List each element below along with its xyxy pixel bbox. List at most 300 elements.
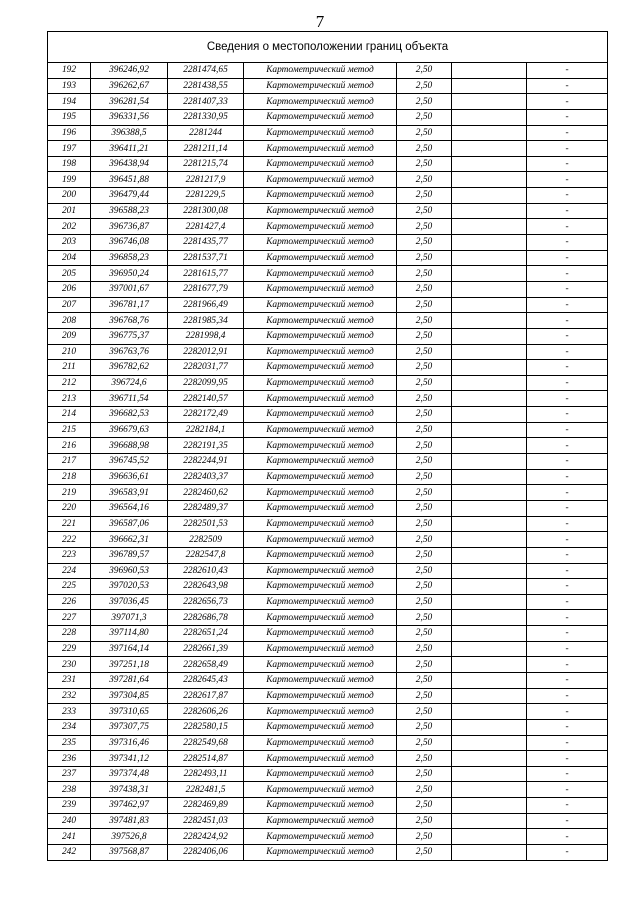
extra-cell bbox=[452, 360, 527, 376]
coordinate-y-cell: 2281330,95 bbox=[168, 109, 244, 125]
description-cell: - bbox=[527, 94, 608, 110]
coordinate-x-cell: 397526,8 bbox=[91, 829, 168, 845]
extra-cell bbox=[452, 109, 527, 125]
description-cell: - bbox=[527, 500, 608, 516]
table-row bbox=[48, 219, 608, 235]
determination-method-cell: Картометрический метод bbox=[244, 94, 397, 110]
accuracy-cell: 2,50 bbox=[397, 547, 452, 563]
coordinate-x-cell: 397568,87 bbox=[91, 845, 168, 861]
table-title: Сведения о местоположении границ объекта bbox=[48, 32, 608, 63]
point-number-cell: 215 bbox=[48, 422, 91, 438]
coordinate-y-cell: 2281407,33 bbox=[168, 94, 244, 110]
coordinate-x-cell: 396768,76 bbox=[91, 313, 168, 329]
coordinate-x-cell: 396781,17 bbox=[91, 297, 168, 313]
description-cell: - bbox=[527, 63, 608, 79]
coordinate-y-cell: 2282191,35 bbox=[168, 438, 244, 454]
point-number-cell: 213 bbox=[48, 391, 91, 407]
point-number-cell: 224 bbox=[48, 563, 91, 579]
table-row bbox=[48, 657, 608, 673]
extra-cell bbox=[452, 610, 527, 626]
description-cell: - bbox=[527, 156, 608, 172]
point-number-cell: 216 bbox=[48, 438, 91, 454]
determination-method-cell: Картометрический метод bbox=[244, 375, 397, 391]
determination-method-cell: Картометрический метод bbox=[244, 78, 397, 94]
extra-cell bbox=[452, 500, 527, 516]
extra-cell bbox=[452, 313, 527, 329]
table-row bbox=[48, 438, 608, 454]
coordinate-y-cell: 2282549,68 bbox=[168, 735, 244, 751]
table-row bbox=[48, 454, 608, 470]
accuracy-cell: 2,50 bbox=[397, 704, 452, 720]
extra-cell bbox=[452, 563, 527, 579]
accuracy-cell: 2,50 bbox=[397, 469, 452, 485]
coordinate-x-cell: 396451,88 bbox=[91, 172, 168, 188]
extra-cell bbox=[452, 407, 527, 423]
accuracy-cell: 2,50 bbox=[397, 250, 452, 266]
coordinate-x-cell: 397164,14 bbox=[91, 641, 168, 657]
point-number-cell: 225 bbox=[48, 579, 91, 595]
accuracy-cell: 2,50 bbox=[397, 829, 452, 845]
description-cell: - bbox=[527, 407, 608, 423]
point-number-cell: 197 bbox=[48, 141, 91, 157]
determination-method-cell: Картометрический метод bbox=[244, 547, 397, 563]
table-row bbox=[48, 63, 608, 79]
table-row bbox=[48, 266, 608, 282]
table-row bbox=[48, 250, 608, 266]
extra-cell bbox=[452, 547, 527, 563]
accuracy-cell: 2,50 bbox=[397, 845, 452, 861]
accuracy-cell: 2,50 bbox=[397, 766, 452, 782]
point-number-cell: 203 bbox=[48, 235, 91, 251]
description-cell: - bbox=[527, 454, 608, 470]
accuracy-cell: 2,50 bbox=[397, 94, 452, 110]
determination-method-cell: Картометрический метод bbox=[244, 672, 397, 688]
coordinate-x-cell: 396281,54 bbox=[91, 94, 168, 110]
determination-method-cell: Картометрический метод bbox=[244, 360, 397, 376]
coordinate-x-cell: 397316,46 bbox=[91, 735, 168, 751]
coordinate-y-cell: 2282656,73 bbox=[168, 594, 244, 610]
coordinate-y-cell: 2282140,57 bbox=[168, 391, 244, 407]
coordinate-y-cell: 2282661,39 bbox=[168, 641, 244, 657]
coordinate-x-cell: 396587,06 bbox=[91, 516, 168, 532]
table-row bbox=[48, 344, 608, 360]
coordinate-x-cell: 397374,48 bbox=[91, 766, 168, 782]
coordinate-y-cell: 2281615,77 bbox=[168, 266, 244, 282]
extra-cell bbox=[452, 532, 527, 548]
point-number-cell: 209 bbox=[48, 328, 91, 344]
coordinate-x-cell: 397114,80 bbox=[91, 626, 168, 642]
coordinate-x-cell: 397020,53 bbox=[91, 579, 168, 595]
table-row bbox=[48, 109, 608, 125]
table-row bbox=[48, 485, 608, 501]
coordinate-y-cell: 2281998,4 bbox=[168, 328, 244, 344]
coordinate-x-cell: 397001,67 bbox=[91, 281, 168, 297]
description-cell: - bbox=[527, 203, 608, 219]
extra-cell bbox=[452, 485, 527, 501]
point-number-cell: 231 bbox=[48, 672, 91, 688]
coordinate-x-cell: 396688,98 bbox=[91, 438, 168, 454]
point-number-cell: 219 bbox=[48, 485, 91, 501]
point-number-cell: 218 bbox=[48, 469, 91, 485]
description-cell: - bbox=[527, 547, 608, 563]
coordinate-y-cell: 2281985,34 bbox=[168, 313, 244, 329]
table-row bbox=[48, 203, 608, 219]
coordinate-y-cell: 2281438,55 bbox=[168, 78, 244, 94]
accuracy-cell: 2,50 bbox=[397, 281, 452, 297]
determination-method-cell: Картометрический метод bbox=[244, 516, 397, 532]
table-row bbox=[48, 391, 608, 407]
coordinate-y-cell: 2282580,15 bbox=[168, 719, 244, 735]
coordinate-y-cell: 2281300,08 bbox=[168, 203, 244, 219]
determination-method-cell: Картометрический метод bbox=[244, 657, 397, 673]
description-cell: - bbox=[527, 250, 608, 266]
determination-method-cell: Картометрический метод bbox=[244, 281, 397, 297]
coordinate-y-cell: 2282606,26 bbox=[168, 704, 244, 720]
description-cell: - bbox=[527, 610, 608, 626]
table-row bbox=[48, 516, 608, 532]
point-number-cell: 192 bbox=[48, 63, 91, 79]
coordinate-x-cell: 396636,61 bbox=[91, 469, 168, 485]
accuracy-cell: 2,50 bbox=[397, 626, 452, 642]
point-number-cell: 235 bbox=[48, 735, 91, 751]
extra-cell bbox=[452, 266, 527, 282]
point-number-cell: 234 bbox=[48, 719, 91, 735]
coordinate-x-cell: 396960,53 bbox=[91, 563, 168, 579]
accuracy-cell: 2,50 bbox=[397, 125, 452, 141]
point-number-cell: 232 bbox=[48, 688, 91, 704]
extra-cell bbox=[452, 203, 527, 219]
accuracy-cell: 2,50 bbox=[397, 657, 452, 673]
table-row bbox=[48, 563, 608, 579]
determination-method-cell: Картометрический метод bbox=[244, 422, 397, 438]
description-cell: - bbox=[527, 672, 608, 688]
coordinate-y-cell: 2281966,49 bbox=[168, 297, 244, 313]
table-row bbox=[48, 281, 608, 297]
boundary-coordinates-table bbox=[47, 31, 608, 861]
extra-cell bbox=[452, 798, 527, 814]
determination-method-cell: Картометрический метод bbox=[244, 407, 397, 423]
extra-cell bbox=[452, 594, 527, 610]
coordinate-y-cell: 2282645,43 bbox=[168, 672, 244, 688]
coordinate-x-cell: 396564,16 bbox=[91, 500, 168, 516]
table-row bbox=[48, 813, 608, 829]
description-cell: - bbox=[527, 141, 608, 157]
page-number: 7 bbox=[315, 12, 325, 31]
accuracy-cell: 2,50 bbox=[397, 375, 452, 391]
determination-method-cell: Картометрический метод bbox=[244, 328, 397, 344]
point-number-cell: 200 bbox=[48, 188, 91, 204]
description-cell: - bbox=[527, 626, 608, 642]
description-cell: - bbox=[527, 813, 608, 829]
determination-method-cell: Картометрический метод bbox=[244, 250, 397, 266]
determination-method-cell: Картометрический метод bbox=[244, 594, 397, 610]
determination-method-cell: Картометрический метод bbox=[244, 563, 397, 579]
coordinate-x-cell: 396662,31 bbox=[91, 532, 168, 548]
coordinate-y-cell: 2282686,78 bbox=[168, 610, 244, 626]
point-number-cell: 237 bbox=[48, 766, 91, 782]
coordinate-y-cell: 2282658,49 bbox=[168, 657, 244, 673]
accuracy-cell: 2,50 bbox=[397, 438, 452, 454]
table-row bbox=[48, 626, 608, 642]
table-row bbox=[48, 719, 608, 735]
table-row bbox=[48, 156, 608, 172]
point-number-cell: 220 bbox=[48, 500, 91, 516]
extra-cell bbox=[452, 391, 527, 407]
accuracy-cell: 2,50 bbox=[397, 63, 452, 79]
table-row bbox=[48, 782, 608, 798]
coordinate-y-cell: 2282509 bbox=[168, 532, 244, 548]
coordinate-y-cell: 2282031,77 bbox=[168, 360, 244, 376]
coordinate-y-cell: 2282244,91 bbox=[168, 454, 244, 470]
accuracy-cell: 2,50 bbox=[397, 454, 452, 470]
coordinate-x-cell: 396679,63 bbox=[91, 422, 168, 438]
table-row bbox=[48, 407, 608, 423]
point-number-cell: 199 bbox=[48, 172, 91, 188]
extra-cell bbox=[452, 454, 527, 470]
determination-method-cell: Картометрический метод bbox=[244, 500, 397, 516]
determination-method-cell: Картометрический метод bbox=[244, 391, 397, 407]
determination-method-cell: Картометрический метод bbox=[244, 688, 397, 704]
description-cell: - bbox=[527, 375, 608, 391]
coordinate-y-cell: 2282651,24 bbox=[168, 626, 244, 642]
accuracy-cell: 2,50 bbox=[397, 313, 452, 329]
table-row bbox=[48, 845, 608, 861]
point-number-cell: 222 bbox=[48, 532, 91, 548]
coordinate-x-cell: 397281,64 bbox=[91, 672, 168, 688]
table-row bbox=[48, 735, 608, 751]
extra-cell bbox=[452, 219, 527, 235]
point-number-cell: 226 bbox=[48, 594, 91, 610]
extra-cell bbox=[452, 782, 527, 798]
accuracy-cell: 2,50 bbox=[397, 297, 452, 313]
coordinate-x-cell: 396583,91 bbox=[91, 485, 168, 501]
point-number-cell: 223 bbox=[48, 547, 91, 563]
coordinate-x-cell: 397438,31 bbox=[91, 782, 168, 798]
coordinate-x-cell: 396782,62 bbox=[91, 360, 168, 376]
accuracy-cell: 2,50 bbox=[397, 391, 452, 407]
boundary-table-wrapper bbox=[47, 31, 607, 861]
coordinate-y-cell: 2281435,77 bbox=[168, 235, 244, 251]
accuracy-cell: 2,50 bbox=[397, 782, 452, 798]
table-row bbox=[48, 188, 608, 204]
description-cell: - bbox=[527, 641, 608, 657]
point-number-cell: 240 bbox=[48, 813, 91, 829]
point-number-cell: 196 bbox=[48, 125, 91, 141]
extra-cell bbox=[452, 188, 527, 204]
coordinate-y-cell: 2282493,11 bbox=[168, 766, 244, 782]
extra-cell bbox=[452, 579, 527, 595]
point-number-cell: 198 bbox=[48, 156, 91, 172]
coordinate-y-cell: 2281229,5 bbox=[168, 188, 244, 204]
table-row bbox=[48, 172, 608, 188]
determination-method-cell: Картометрический метод bbox=[244, 125, 397, 141]
description-cell: - bbox=[527, 78, 608, 94]
point-number-cell: 233 bbox=[48, 704, 91, 720]
determination-method-cell: Картометрический метод bbox=[244, 798, 397, 814]
determination-method-cell: Картометрический метод bbox=[244, 109, 397, 125]
coordinate-x-cell: 396789,57 bbox=[91, 547, 168, 563]
accuracy-cell: 2,50 bbox=[397, 235, 452, 251]
table-row bbox=[48, 375, 608, 391]
description-cell: - bbox=[527, 281, 608, 297]
table-row bbox=[48, 798, 608, 814]
coordinate-x-cell: 396438,94 bbox=[91, 156, 168, 172]
description-cell: - bbox=[527, 563, 608, 579]
determination-method-cell: Картометрический метод bbox=[244, 469, 397, 485]
coordinate-y-cell: 2281217,9 bbox=[168, 172, 244, 188]
determination-method-cell: Картометрический метод bbox=[244, 766, 397, 782]
table-row bbox=[48, 610, 608, 626]
coordinate-y-cell: 2282424,92 bbox=[168, 829, 244, 845]
point-number-cell: 202 bbox=[48, 219, 91, 235]
accuracy-cell: 2,50 bbox=[397, 641, 452, 657]
accuracy-cell: 2,50 bbox=[397, 610, 452, 626]
coordinate-y-cell: 2282610,43 bbox=[168, 563, 244, 579]
extra-cell bbox=[452, 156, 527, 172]
point-number-cell: 195 bbox=[48, 109, 91, 125]
description-cell: - bbox=[527, 469, 608, 485]
coordinate-x-cell: 397310,65 bbox=[91, 704, 168, 720]
accuracy-cell: 2,50 bbox=[397, 563, 452, 579]
coordinate-y-cell: 2281474,65 bbox=[168, 63, 244, 79]
extra-cell bbox=[452, 281, 527, 297]
coordinate-x-cell: 396711,54 bbox=[91, 391, 168, 407]
accuracy-cell: 2,50 bbox=[397, 172, 452, 188]
extra-cell bbox=[452, 94, 527, 110]
determination-method-cell: Картометрический метод bbox=[244, 156, 397, 172]
coordinate-x-cell: 396331,56 bbox=[91, 109, 168, 125]
point-number-cell: 210 bbox=[48, 344, 91, 360]
accuracy-cell: 2,50 bbox=[397, 719, 452, 735]
extra-cell bbox=[452, 751, 527, 767]
table-row bbox=[48, 766, 608, 782]
extra-cell bbox=[452, 235, 527, 251]
point-number-cell: 241 bbox=[48, 829, 91, 845]
determination-method-cell: Картометрический метод bbox=[244, 172, 397, 188]
accuracy-cell: 2,50 bbox=[397, 500, 452, 516]
accuracy-cell: 2,50 bbox=[397, 266, 452, 282]
extra-cell bbox=[452, 845, 527, 861]
extra-cell bbox=[452, 297, 527, 313]
accuracy-cell: 2,50 bbox=[397, 485, 452, 501]
accuracy-cell: 2,50 bbox=[397, 156, 452, 172]
coordinate-y-cell: 2281215,74 bbox=[168, 156, 244, 172]
extra-cell bbox=[452, 735, 527, 751]
extra-cell bbox=[452, 125, 527, 141]
point-number-cell: 229 bbox=[48, 641, 91, 657]
accuracy-cell: 2,50 bbox=[397, 516, 452, 532]
description-cell: - bbox=[527, 845, 608, 861]
table-row bbox=[48, 328, 608, 344]
coordinate-y-cell: 2282184,1 bbox=[168, 422, 244, 438]
description-cell: - bbox=[527, 391, 608, 407]
coordinate-x-cell: 396745,52 bbox=[91, 454, 168, 470]
determination-method-cell: Картометрический метод bbox=[244, 454, 397, 470]
description-cell: - bbox=[527, 735, 608, 751]
description-cell: - bbox=[527, 485, 608, 501]
point-number-cell: 242 bbox=[48, 845, 91, 861]
extra-cell bbox=[452, 657, 527, 673]
accuracy-cell: 2,50 bbox=[397, 360, 452, 376]
point-number-cell: 201 bbox=[48, 203, 91, 219]
description-cell: - bbox=[527, 688, 608, 704]
coordinate-x-cell: 396775,37 bbox=[91, 328, 168, 344]
accuracy-cell: 2,50 bbox=[397, 688, 452, 704]
description-cell: - bbox=[527, 219, 608, 235]
table-row bbox=[48, 751, 608, 767]
coordinate-x-cell: 396950,24 bbox=[91, 266, 168, 282]
accuracy-cell: 2,50 bbox=[397, 188, 452, 204]
extra-cell bbox=[452, 438, 527, 454]
table-row bbox=[48, 500, 608, 516]
table-body bbox=[48, 63, 608, 861]
coordinate-y-cell: 2282617,87 bbox=[168, 688, 244, 704]
table-row bbox=[48, 360, 608, 376]
point-number-cell: 207 bbox=[48, 297, 91, 313]
accuracy-cell: 2,50 bbox=[397, 532, 452, 548]
extra-cell bbox=[452, 172, 527, 188]
determination-method-cell: Картометрический метод bbox=[244, 610, 397, 626]
table-row bbox=[48, 125, 608, 141]
extra-cell bbox=[452, 829, 527, 845]
table-row bbox=[48, 641, 608, 657]
accuracy-cell: 2,50 bbox=[397, 798, 452, 814]
description-cell: - bbox=[527, 438, 608, 454]
determination-method-cell: Картометрический метод bbox=[244, 845, 397, 861]
extra-cell bbox=[452, 141, 527, 157]
accuracy-cell: 2,50 bbox=[397, 422, 452, 438]
coordinate-y-cell: 2282172,49 bbox=[168, 407, 244, 423]
description-cell: - bbox=[527, 172, 608, 188]
coordinate-y-cell: 2282469,89 bbox=[168, 798, 244, 814]
determination-method-cell: Картометрический метод bbox=[244, 641, 397, 657]
point-number-cell: 194 bbox=[48, 94, 91, 110]
accuracy-cell: 2,50 bbox=[397, 813, 452, 829]
point-number-cell: 236 bbox=[48, 751, 91, 767]
accuracy-cell: 2,50 bbox=[397, 672, 452, 688]
accuracy-cell: 2,50 bbox=[397, 203, 452, 219]
extra-cell bbox=[452, 813, 527, 829]
determination-method-cell: Картометрический метод bbox=[244, 782, 397, 798]
description-cell: - bbox=[527, 532, 608, 548]
point-number-cell: 238 bbox=[48, 782, 91, 798]
table-row bbox=[48, 547, 608, 563]
determination-method-cell: Картометрический метод bbox=[244, 188, 397, 204]
determination-method-cell: Картометрический метод bbox=[244, 235, 397, 251]
coordinate-y-cell: 2281537,71 bbox=[168, 250, 244, 266]
extra-cell bbox=[452, 516, 527, 532]
description-cell: - bbox=[527, 422, 608, 438]
coordinate-x-cell: 397481,83 bbox=[91, 813, 168, 829]
coordinate-x-cell: 396858,23 bbox=[91, 250, 168, 266]
determination-method-cell: Картометрический метод bbox=[244, 532, 397, 548]
extra-cell bbox=[452, 719, 527, 735]
accuracy-cell: 2,50 bbox=[397, 78, 452, 94]
coordinate-y-cell: 2282501,53 bbox=[168, 516, 244, 532]
coordinate-x-cell: 397036,45 bbox=[91, 594, 168, 610]
coordinate-x-cell: 396763,76 bbox=[91, 344, 168, 360]
extra-cell bbox=[452, 704, 527, 720]
coordinate-y-cell: 2282460,62 bbox=[168, 485, 244, 501]
description-cell: - bbox=[527, 344, 608, 360]
coordinate-y-cell: 2282406,06 bbox=[168, 845, 244, 861]
coordinate-y-cell: 2282099,95 bbox=[168, 375, 244, 391]
accuracy-cell: 2,50 bbox=[397, 141, 452, 157]
determination-method-cell: Картометрический метод bbox=[244, 438, 397, 454]
point-number-cell: 230 bbox=[48, 657, 91, 673]
description-cell: - bbox=[527, 719, 608, 735]
table-row bbox=[48, 469, 608, 485]
